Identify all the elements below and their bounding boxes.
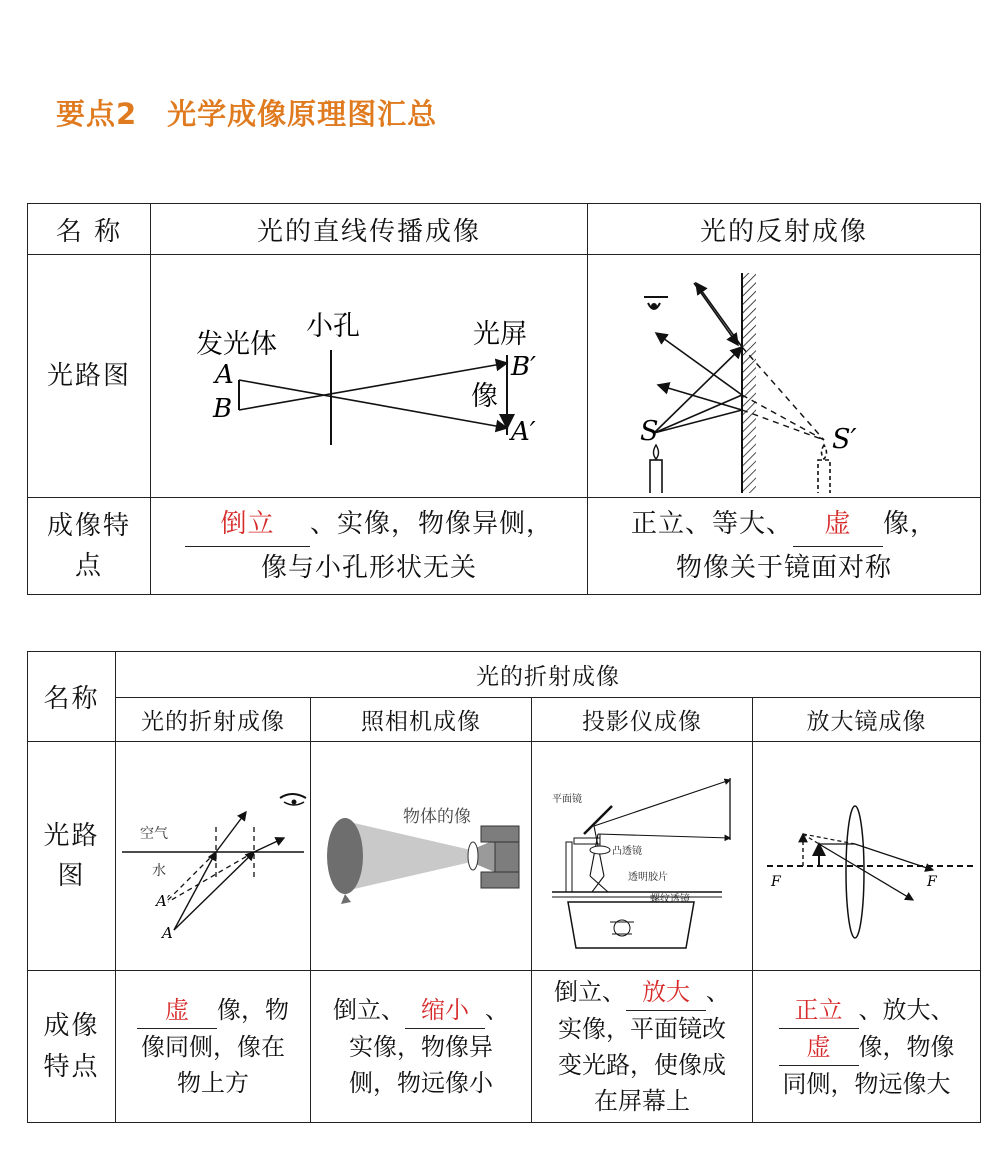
header-reflection: 光的反射成像 [588,204,981,255]
label-s-prime: S′ [832,424,857,455]
reflection-rays [654,283,742,433]
camera-diagram [311,742,531,966]
row-label-diagram: 光路 图 [28,742,116,971]
straight-feature-cell: 倒立 、实像，物像异侧， 像与小孔形状无关 [151,498,588,595]
pinhole-diagram-cell [151,255,588,498]
label-film: 透明胶片 [628,872,668,883]
answer-magnifier-2: 虚 [779,1029,859,1066]
label-water: 水 [152,863,166,879]
answer-camera: 缩小 [405,992,485,1029]
convex-lens [590,846,610,854]
subheader-camera: 照相机成像 [311,698,532,742]
row-label-feature: 成像特 点 [28,498,151,595]
answer-magnifier-1: 正立 [779,992,859,1029]
pinhole-diagram [151,255,587,493]
answer-reflect: 虚 [793,503,883,547]
magnifier-diagram-cell [753,742,981,971]
label-image: 像 [471,381,498,412]
object-shape [327,818,363,894]
label-a-prime: A′ [156,892,171,910]
header-name: 名称 [28,652,116,742]
reflect-feature-cell: 正立、等大、 虚 像， 物像关于镜面对称 [588,498,981,595]
mirror-diagram-cell [588,255,981,498]
label-f-right: F [927,874,937,890]
magnifier-feature-cell: 正立 、放大、 虚 像，物像 同侧，物远像大 [753,971,981,1123]
projector-diagram [532,742,752,966]
label-fresnel: 螺纹透镜 [650,894,690,905]
row-label-diagram: 光路图 [28,255,151,498]
table-straight-reflect [27,203,981,595]
label-object: 发光体 [196,329,277,360]
mirror-diagram [588,255,980,493]
eye-icon [644,297,668,309]
projector-box [568,902,694,948]
page-title: 要点2 光学成像原理图汇总 [56,97,438,131]
label-s: S [640,416,659,447]
plane-mirror [584,806,612,834]
camera-diagram-cell [311,742,532,971]
subheader-magnifier: 放大镜成像 [753,698,981,742]
eye-icon [280,794,306,805]
header-straight-propagation: 光的直线传播成像 [151,204,588,255]
answer-refraction: 虚 [137,992,217,1029]
row-label-feature: 成像 特点 [28,971,116,1123]
label-a: A [215,360,234,390]
header-refraction-group: 光的折射成像 [116,652,981,698]
magnifier-diagram [753,742,980,966]
label-lens: 凸透镜 [612,846,642,857]
label-b-prime: B′ [511,352,537,382]
projector-column [566,842,572,892]
lens [846,806,864,938]
projector-diagram-cell [532,742,753,971]
projector-feature-cell: 倒立、 放大 、 实像，平面镜改 变光路，使像成 在屏幕上 [532,971,753,1123]
refraction-feature-cell: 虚 像，物 像同侧，像在 物上方 [116,971,311,1123]
candle [650,445,662,493]
refraction-diagram [116,742,310,966]
subheader-projector: 投影仪成像 [532,698,753,742]
label-hole: 小孔 [306,311,360,342]
answer-projector: 放大 [626,974,706,1011]
label-b: B [213,394,233,424]
label-image: 物体的像 [403,807,471,827]
label-f-left: F [771,874,781,890]
label-air: 空气 [140,826,168,842]
camera-feature-cell: 倒立、 缩小 、 实像，物像异 侧，物远像小 [311,971,532,1123]
label-mirror: 平面镜 [552,794,582,805]
subheader-refraction: 光的折射成像 [116,698,311,742]
answer-straight: 倒立 [185,503,310,547]
label-a-prime: A′ [511,417,536,447]
header-name: 名 称 [28,204,151,255]
label-a: A [162,924,173,942]
refraction-diagram-cell [116,742,311,971]
table-refraction [27,651,981,1123]
mirror [742,273,756,493]
label-screen: 光屏 [473,319,527,350]
virtual-candle [818,445,830,493]
